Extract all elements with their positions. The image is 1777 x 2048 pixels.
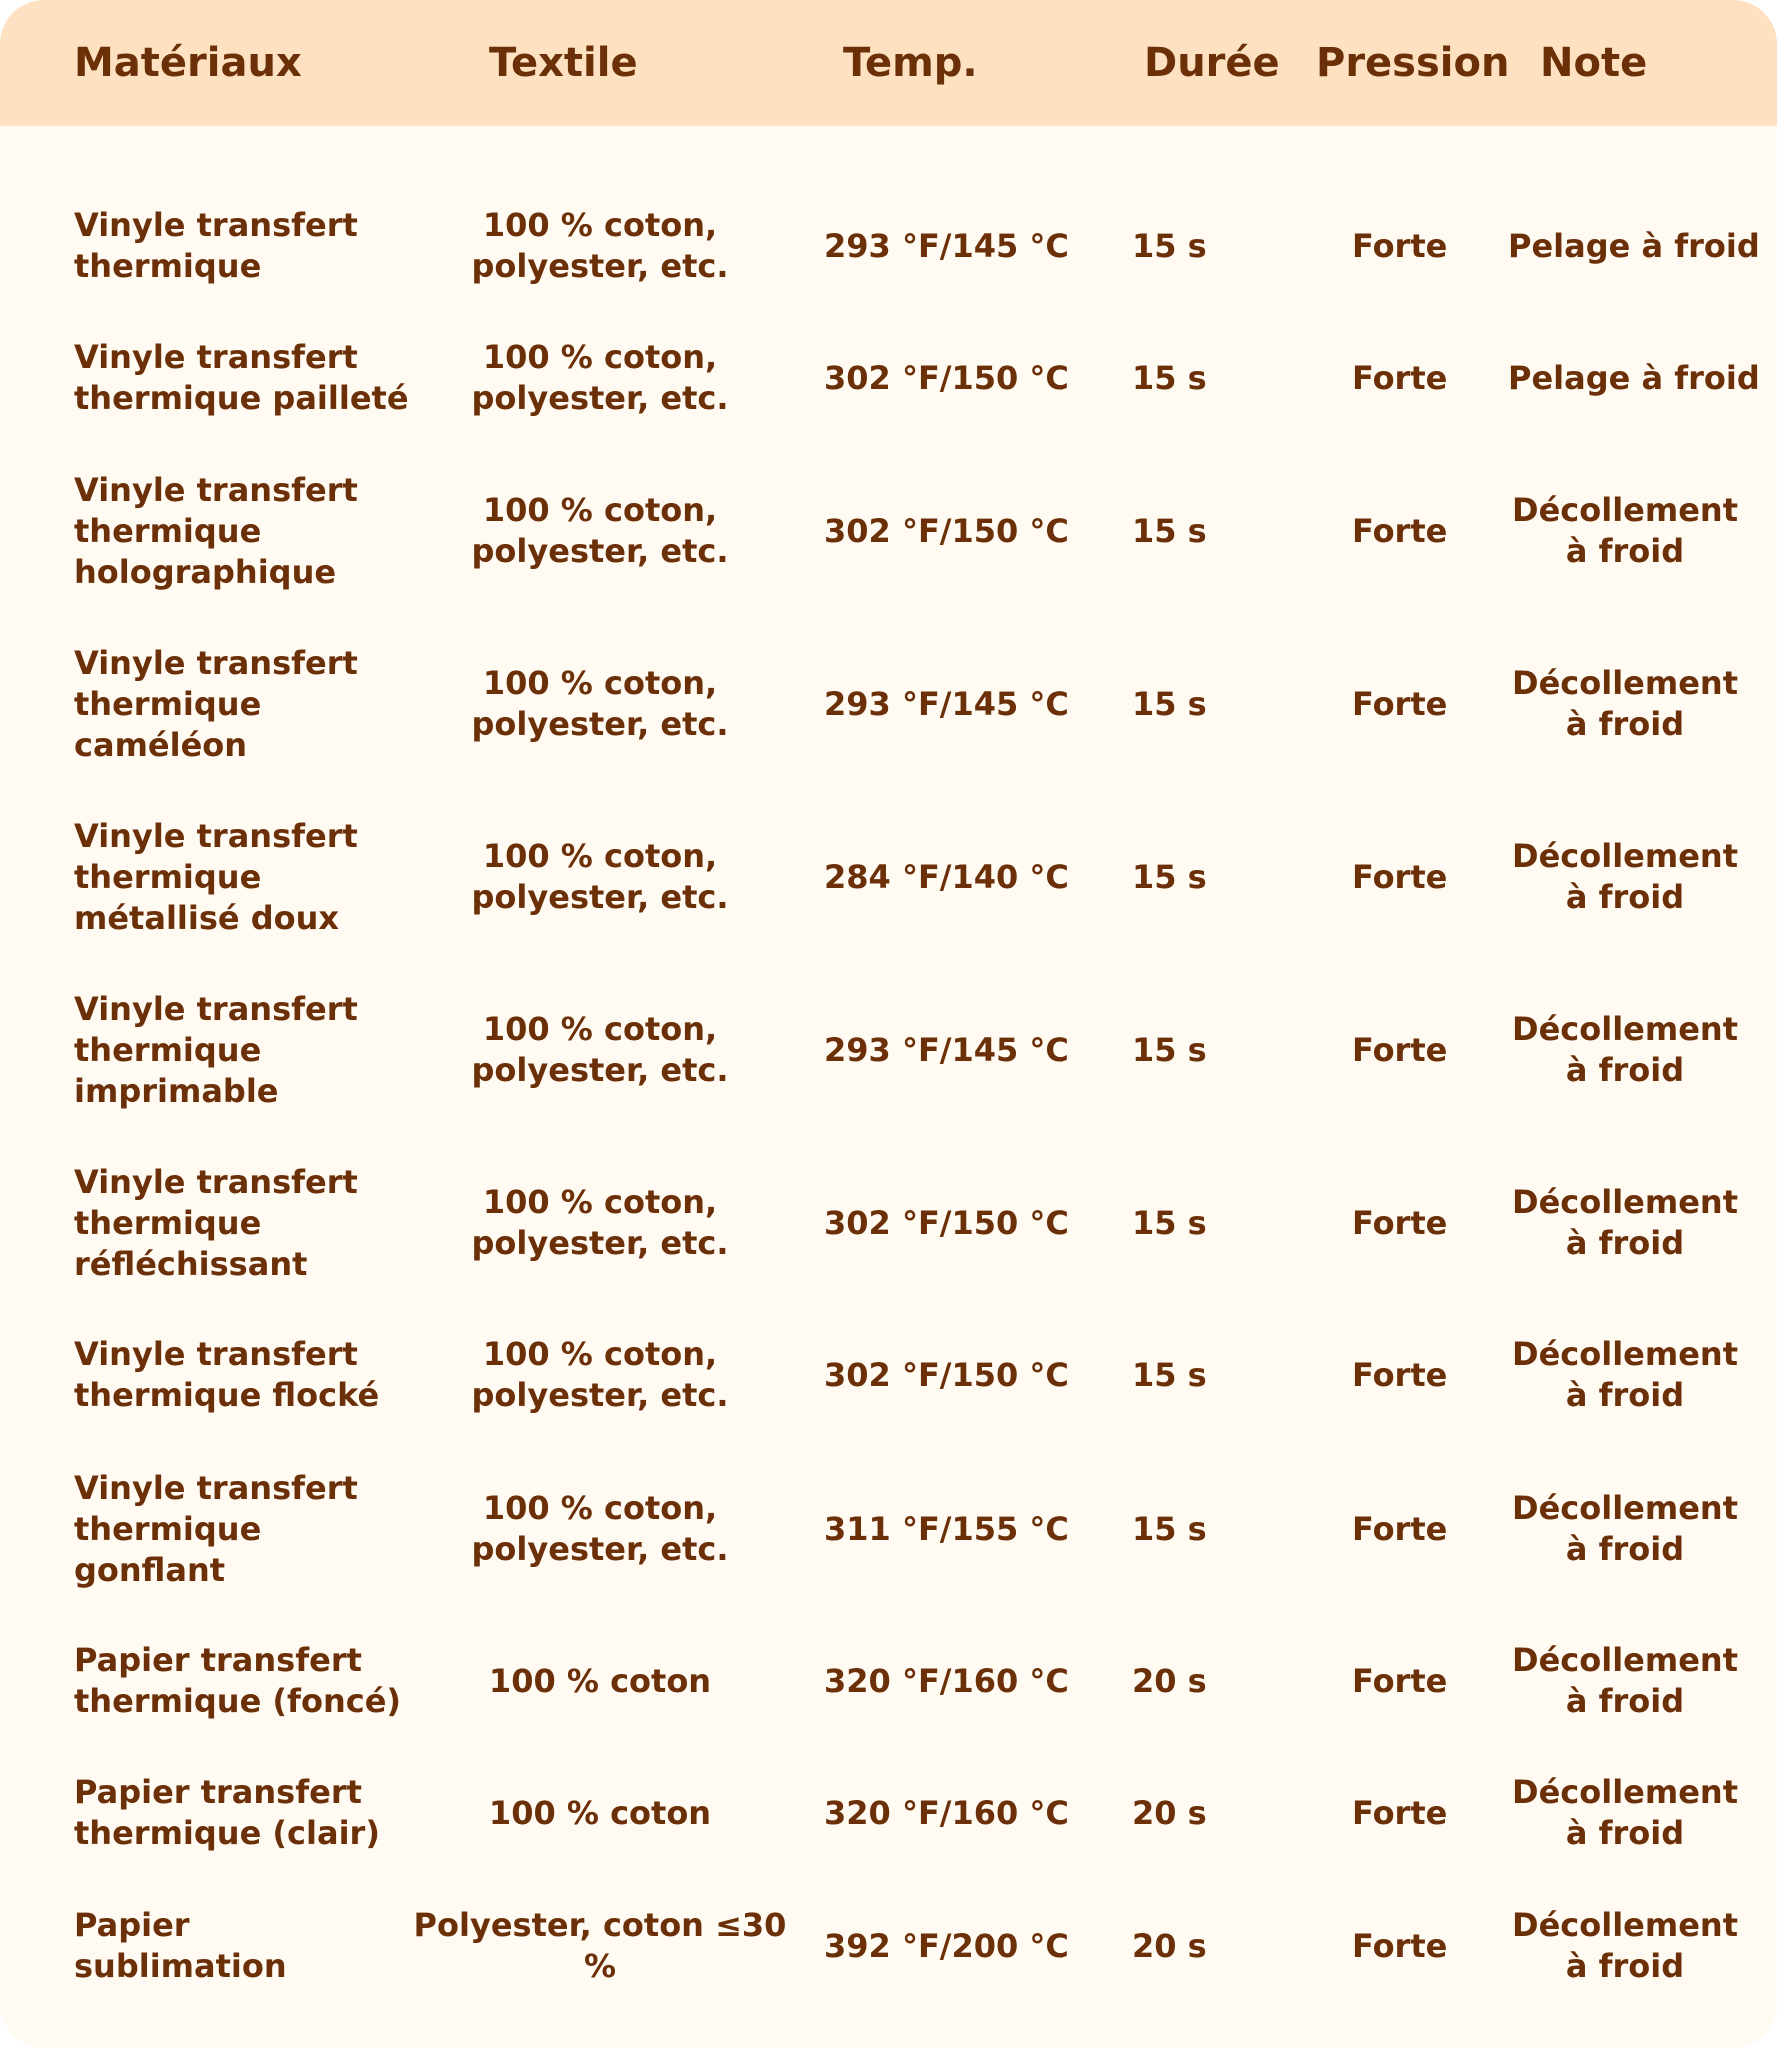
duration-cell [1132,1748,1292,1878]
header-temp: Temp. [843,40,978,86]
temperature-cell-text: 302 °F/150 °C [824,1355,1069,1394]
note-cell-text: Pelage à froid [1508,358,1760,397]
duration-cell [1132,1443,1292,1615]
textile-cell [400,445,800,617]
textile-cell-text: 100 % coton, polyester, etc. [471,1183,729,1262]
pressure-cell [1352,964,1482,1136]
duration-cell [1132,445,1292,617]
textile-cell [400,181,800,311]
temperature-cell [824,1137,1084,1309]
duration-cell [1132,791,1292,963]
pressure-cell [1352,445,1482,617]
pressure-cell [1352,313,1482,443]
textile-cell [400,1443,800,1615]
textile-cell-text: 100 % coton, polyester, etc. [471,206,729,285]
textile-cell-text: 100 % coton, polyester, etc. [471,338,729,417]
note-cell [1490,791,1760,963]
temperature-cell [824,313,1084,443]
pressure-cell-text: Forte [1352,358,1448,397]
duration-cell-text: 15 s [1132,1509,1207,1548]
textile-cell-text: 100 % coton, polyester, etc. [471,1335,729,1414]
temperature-cell-text: 302 °F/150 °C [824,511,1069,550]
duration-cell-text: 20 s [1132,1661,1207,1700]
note-cell [1490,1748,1760,1878]
temperature-cell [824,1443,1084,1615]
table-row [0,1310,1777,1440]
textile-cell [400,964,800,1136]
header-note: Note [1540,40,1648,86]
duration-cell [1132,1881,1292,2011]
duration-cell-text: 15 s [1132,511,1207,550]
temperature-cell [824,181,1084,311]
duration-cell [1132,1137,1292,1309]
note-cell-text: Décollement à froid [1512,1489,1738,1568]
pressure-cell-text: Forte [1352,1661,1448,1700]
material-cell [74,1310,414,1440]
duration-cell-text: 15 s [1132,684,1207,723]
temperature-cell-text: 302 °F/150 °C [824,358,1069,397]
duration-cell-text: 15 s [1132,226,1207,265]
temperature-cell [824,791,1084,963]
table-row [0,964,1777,1136]
textile-cell [400,1748,800,1878]
pressure-cell-text: Forte [1352,1509,1448,1548]
pressure-cell [1352,1881,1482,2011]
textile-cell-text: 100 % coton, polyester, etc. [471,1010,729,1089]
textile-cell [400,618,800,790]
textile-cell-text: 100 % coton, polyester, etc. [471,491,729,570]
temperature-cell-text: 293 °F/145 °C [824,1030,1069,1069]
pressure-cell-text: Forte [1352,1203,1448,1242]
material-cell [74,1748,414,1878]
duration-cell-text: 15 s [1132,1355,1207,1394]
pressure-cell-text: Forte [1352,1793,1448,1832]
note-cell-text: Décollement à froid [1512,1906,1738,1985]
pressure-cell [1352,1443,1482,1615]
pressure-cell [1352,618,1482,790]
table-row [0,313,1777,443]
material-cell-text: Vinyle transfert thermique imprimable [74,989,358,1110]
temperature-cell [824,964,1084,1136]
temperature-cell [824,1616,1084,1746]
table-header [0,0,1777,126]
textile-cell [400,791,800,963]
note-cell-text: Décollement à froid [1512,664,1738,743]
note-cell [1490,1443,1760,1615]
table-row [0,1616,1777,1746]
pressure-cell-text: Forte [1352,857,1448,896]
note-cell-text: Décollement à froid [1512,491,1738,570]
duration-cell-text: 15 s [1132,1030,1207,1069]
table-row [0,1137,1777,1309]
duration-cell [1132,181,1292,311]
textile-cell-text: 100 % coton, polyester, etc. [471,837,729,916]
pressure-cell [1352,1616,1482,1746]
textile-cell [400,1310,800,1440]
note-cell-text: Décollement à froid [1512,1641,1738,1720]
note-cell-text: Décollement à froid [1512,1773,1738,1852]
duration-cell [1132,1310,1292,1440]
material-cell-text: Vinyle transfert thermique holographique [74,470,358,591]
note-cell [1490,964,1760,1136]
material-cell-text: Vinyle transfert thermique [74,206,358,285]
material-cell-text: Vinyle transfert thermique métallisé doux [74,816,358,937]
note-cell [1490,445,1760,617]
temperature-cell-text: 320 °F/160 °C [824,1793,1069,1832]
temperature-cell-text: 284 °F/140 °C [824,857,1069,896]
material-cell [74,1443,414,1615]
textile-cell [400,313,800,443]
note-cell [1490,1310,1760,1440]
material-cell [74,964,414,1136]
note-cell-text: Pelage à froid [1508,226,1760,265]
material-cell-text: Papier transfert thermique (clair) [74,1773,380,1852]
textile-cell-text: Polyester, coton ≤30 % [413,1906,787,1985]
table-row [0,791,1777,963]
note-cell [1490,1881,1760,2011]
material-cell-text: Vinyle transfert thermique gonflant [74,1468,358,1589]
header-pressure: Pression [1316,40,1510,86]
pressure-cell-text: Forte [1352,1926,1448,1965]
table-row [0,181,1777,311]
material-cell-text: Vinyle transfert thermique pailleté [74,338,409,417]
pressure-cell-text: Forte [1352,1030,1448,1069]
textile-cell-text: 100 % coton, polyester, etc. [471,1489,729,1568]
duration-cell [1132,1616,1292,1746]
note-cell [1508,181,1777,311]
temperature-cell [824,618,1084,790]
material-cell-text: Vinyle transfert thermique réfléchissant [74,1162,358,1283]
material-cell [74,791,414,963]
textile-cell-text: 100 % coton [488,1661,712,1700]
textile-cell-text: 100 % coton, polyester, etc. [471,664,729,743]
temperature-cell-text: 320 °F/160 °C [824,1661,1069,1700]
duration-cell [1132,313,1292,443]
material-cell [74,618,414,790]
pressure-cell [1352,1137,1482,1309]
material-cell [74,1137,414,1309]
pressure-cell [1352,1748,1482,1878]
pressure-cell [1352,181,1482,311]
duration-cell [1132,964,1292,1136]
material-cell [74,181,414,311]
note-cell [1508,313,1777,443]
table-row [0,445,1777,617]
material-cell [74,313,414,443]
material-cell-text: Papier transfert thermique (foncé) [74,1641,402,1720]
duration-cell-text: 20 s [1132,1926,1207,1965]
header-material: Matériaux [74,40,302,86]
note-cell-text: Décollement à froid [1512,1335,1738,1414]
textile-cell-text: 100 % coton [488,1793,712,1832]
pressure-cell-text: Forte [1352,1355,1448,1394]
duration-cell [1132,618,1292,790]
note-cell-text: Décollement à froid [1512,1183,1738,1262]
duration-cell-text: 15 s [1132,1203,1207,1242]
material-cell-text: Papier sublimation [74,1906,287,1985]
temperature-cell-text: 293 °F/145 °C [824,684,1069,723]
table-row [0,1443,1777,1615]
table-row [0,1881,1777,2011]
temperature-cell [824,1748,1084,1878]
temperature-cell [824,1881,1084,2011]
textile-cell [400,1137,800,1309]
header-textile: Textile [489,40,638,86]
pressure-cell-text: Forte [1352,684,1448,723]
note-cell-text: Décollement à froid [1512,1010,1738,1089]
temperature-cell-text: 392 °F/200 °C [824,1926,1069,1965]
material-cell [74,1616,414,1746]
pressure-cell [1352,1310,1482,1440]
duration-cell-text: 15 s [1132,857,1207,896]
material-cell-text: Vinyle transfert thermique flocké [74,1335,380,1414]
note-cell-text: Décollement à froid [1512,837,1738,916]
temperature-cell-text: 293 °F/145 °C [824,226,1069,265]
note-cell [1490,1137,1760,1309]
textile-cell [400,1881,800,2011]
table-row [0,1748,1777,1878]
material-cell [74,1881,414,2011]
duration-cell-text: 15 s [1132,358,1207,397]
temperature-cell-text: 311 °F/155 °C [824,1509,1069,1548]
pressure-cell-text: Forte [1352,226,1448,265]
textile-cell [400,1616,800,1746]
temperature-cell [824,445,1084,617]
note-cell [1490,618,1760,790]
temperature-cell [824,1310,1084,1440]
temperature-cell-text: 302 °F/150 °C [824,1203,1069,1242]
material-cell-text: Vinyle transfert thermique caméléon [74,643,358,764]
duration-cell-text: 20 s [1132,1793,1207,1832]
table-row [0,618,1777,790]
pressure-cell [1352,791,1482,963]
header-duration: Durée [1144,40,1280,86]
note-cell [1490,1616,1760,1746]
material-cell [74,445,414,617]
pressure-cell-text: Forte [1352,511,1448,550]
